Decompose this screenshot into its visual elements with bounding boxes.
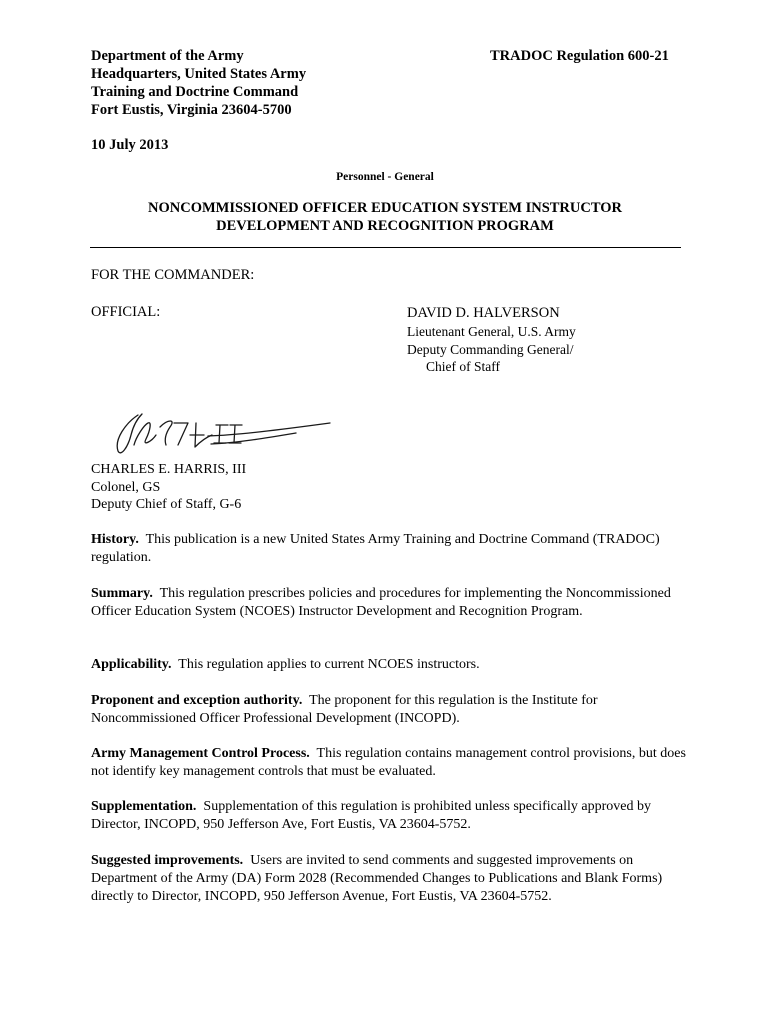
title-line: DEVELOPMENT AND RECOGNITION PROGRAM <box>216 218 554 234</box>
commander-block <box>407 304 576 376</box>
org-line: Headquarters, United States Army <box>91 66 307 82</box>
signer-block <box>91 461 246 514</box>
official-label: OFFICIAL: <box>91 304 161 320</box>
section-label: Applicability. <box>91 657 172 672</box>
title-line: NONCOMMISSIONED OFFICER EDUCATION SYSTEM INSTRUCTOR <box>148 200 622 216</box>
title-divider <box>90 247 681 248</box>
issuing-organization <box>91 47 306 119</box>
section-text: This regulation applies to current NCOES instructors. <box>178 657 480 672</box>
commander-rank: Lieutenant General, U.S. Army <box>407 324 576 339</box>
section-supplementation <box>91 798 686 834</box>
section-suggested-improvements <box>91 852 686 906</box>
section-text: This regulation prescribes policies and procedures for implementing the Noncommissioned Officer Education System (NCOES) Instructor Development and Recognition Program. <box>91 586 671 619</box>
section-text: Users are invited to send comments and suggested improvements on Department of the Army (DA) Form 2028 (Recommended Changes to Publications and Blank Forms) directly to Director, INCOPD, 950 Jefferson Avenue, Fort Eustis, VA 23604-5752. <box>91 853 663 904</box>
signer-name: CHARLES E. HARRIS, III <box>91 462 247 477</box>
section-applicability <box>91 656 686 674</box>
section-text: The proponent for this regulation is the Institute for Noncommissioned Officer Professional Development (INCOPD). <box>91 693 598 726</box>
section-label: Suggested improvements. <box>91 853 244 868</box>
category-label: Personnel - General <box>336 171 434 183</box>
org-line: Fort Eustis, Virginia 23604-5700 <box>91 102 292 118</box>
section-label: Army Management Control Process. <box>91 746 310 761</box>
for-the-commander: FOR THE COMMANDER: <box>91 267 255 283</box>
document-title <box>0 199 770 235</box>
signer-title: Deputy Chief of Staff, G-6 <box>91 497 242 512</box>
publication-date: 10 July 2013 <box>91 137 169 153</box>
section-text: Supplementation of this regulation is prohibited unless specifically approved by Director, INCOPD, 950 Jefferson Ave, Fort Eustis, VA 23604-5752. <box>91 799 651 832</box>
org-line: Training and Doctrine Command <box>91 84 299 100</box>
commander-name: DAVID D. HALVERSON <box>407 305 560 321</box>
handwritten-signature <box>108 405 338 465</box>
section-text: This regulation contains management control provisions, but does not identify key management controls that must be evaluated. <box>91 746 686 779</box>
section-label: Supplementation. <box>91 799 197 814</box>
regulation-number: TRADOC Regulation 600-21 <box>490 48 669 64</box>
section-history <box>91 531 686 567</box>
section-management-control <box>91 745 686 781</box>
section-proponent <box>91 692 686 728</box>
section-text: This publication is a new United States Army Training and Doctrine Command (TRADOC) regulation. <box>91 532 660 565</box>
commander-title: Deputy Commanding General/ <box>407 341 574 357</box>
section-summary <box>91 585 686 621</box>
signer-rank: Colonel, GS <box>91 479 161 495</box>
section-label: History. <box>91 532 139 547</box>
section-label: Proponent and exception authority. <box>91 693 303 708</box>
commander-title: Chief of Staff <box>426 359 500 374</box>
org-line: Department of the Army <box>91 48 244 64</box>
section-label: Summary. <box>91 586 153 601</box>
